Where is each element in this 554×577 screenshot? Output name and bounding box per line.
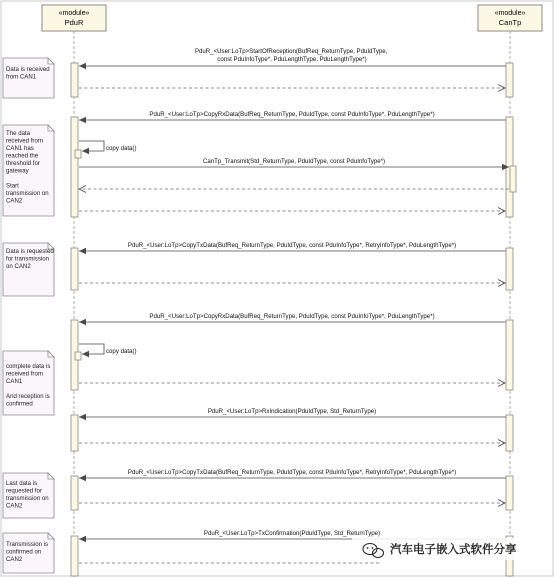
diagram-frame xyxy=(1,1,553,576)
activation-cantp-3 xyxy=(506,248,513,290)
activation-pdur-5 xyxy=(71,415,78,451)
note-data-received xyxy=(3,58,54,98)
note-complete-data-received xyxy=(3,351,54,415)
message-label: PduR_<User:LoTp>CopyRxData(BufReq_ReturnType, PduIdType, const PduInfoType*, PduLengthType*) xyxy=(149,111,435,118)
message-copy-tx-data-2 xyxy=(79,469,506,478)
message-copy-rx-data-2 xyxy=(79,313,506,322)
activation-cantp-5 xyxy=(506,415,513,451)
lifeline-head-pdur xyxy=(42,5,106,31)
note-data-requested xyxy=(3,243,55,296)
activation-pdur-copy-1 xyxy=(75,150,81,158)
message-rx-indication xyxy=(79,408,506,417)
activation-pdur-7 xyxy=(71,536,78,576)
self-message-copy-data-1 xyxy=(79,141,136,152)
watermark-text: 汽车电子嵌入式软件分享 xyxy=(390,544,517,556)
note-last-data-requested xyxy=(3,473,54,518)
note-text: Data is requested for transmission on CAN2 xyxy=(6,248,54,270)
note-text: Data is received from CAN1 xyxy=(6,66,50,81)
note-text: Transmission is confirmed on CAN2 xyxy=(6,541,49,563)
cantp-stereotype: «module» xyxy=(494,10,526,17)
message-label: PduR_<User:LoTp>CopyTxData(BufReq_ReturnType, PduIdType, const PduInfoType*, RetryInfoType*, PduLengthType*) xyxy=(127,469,457,476)
message-label: PduR_<User:LoTp>RxIndication(PduIdType, Std_ReturnType) xyxy=(207,408,377,415)
message-label: PduR_<User:LoTp>CopyTxData(BufReq_ReturnType, PduIdType, const PduInfoType*, RetryInfoType*, PduLengthType*) xyxy=(127,242,457,249)
activation-pdur-6 xyxy=(71,476,78,510)
note-text: The data received from CAN1 has reached the threshold for gateway Start transmission on CAN2 xyxy=(6,130,49,205)
activation-cantp-6 xyxy=(506,476,513,510)
note-transmission-confirmed xyxy=(3,533,54,573)
activation-pdur-3 xyxy=(71,248,78,290)
lifeline-head-cantp xyxy=(478,5,542,31)
cantp-name: CanTp xyxy=(498,18,522,27)
message-copy-rx-data-1 xyxy=(79,111,506,120)
activation-pdur-1 xyxy=(71,63,78,97)
activation-pdur-2 xyxy=(71,117,78,217)
message-tx-confirmation xyxy=(79,530,506,539)
message-label: copy data() xyxy=(106,145,137,152)
note-text: complete data is received from CAN1 And reception is confirmed xyxy=(6,363,51,408)
message-label: CanTp_Transmit(Std_ReturnType, PduIdType, const PduInfoType*) xyxy=(202,158,386,165)
activation-cantp-4 xyxy=(506,320,513,390)
message-label: copy data() xyxy=(106,348,137,355)
message-start-of-reception xyxy=(79,48,506,66)
message-copy-tx-data-1 xyxy=(79,242,506,251)
message-cantp-transmit xyxy=(79,158,509,167)
message-label: PduR_<User:LoTp>CopyRxData(BufReq_ReturnType, PduIdType, const PduInfoType*, PduLengthType*) xyxy=(149,313,435,320)
self-message-copy-data-2 xyxy=(79,344,136,355)
pdur-name: PduR xyxy=(64,18,84,27)
activation-cantp-transmit xyxy=(510,166,516,192)
message-label: PduR_<User:LoTp>StartOfReception(BufReq_ReturnType, PduIdType, const PduInfoType*, PduLengthType, PduLengthType*) xyxy=(194,48,388,63)
note-text: Last data is requested for transmission on CAN2 xyxy=(6,480,49,510)
activation-cantp-1 xyxy=(506,63,513,97)
watermark xyxy=(352,538,552,560)
note-threshold-reached xyxy=(3,125,54,216)
message-label: PduR_<User:LoTp>TxConfirmation(PduIdType, Std_ReturnType) xyxy=(203,530,381,537)
pdur-stereotype: «module» xyxy=(58,10,90,17)
activation-pdur-copy-2 xyxy=(75,352,81,360)
